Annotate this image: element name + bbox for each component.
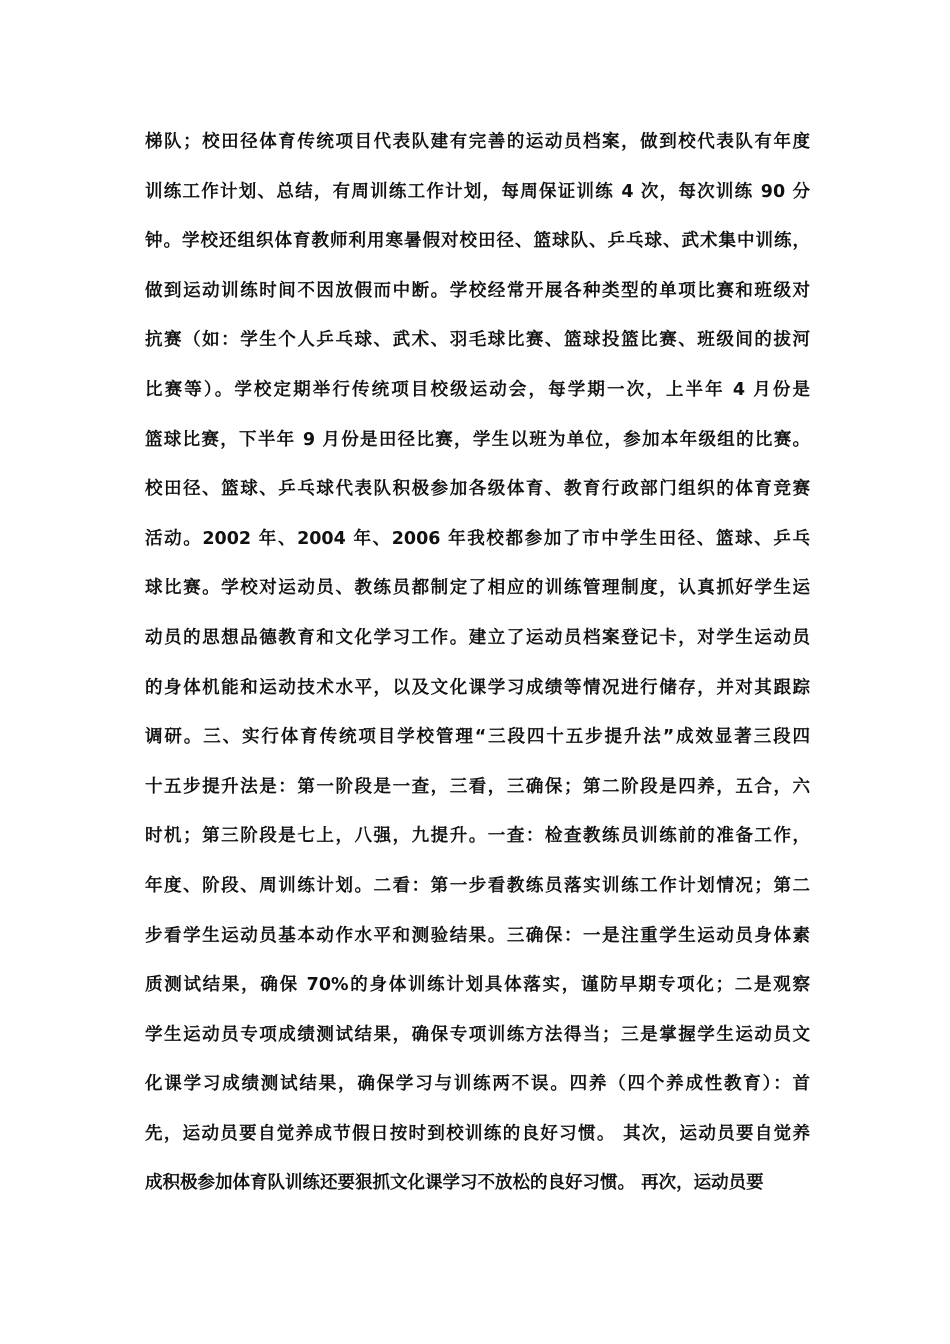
text-line: 校田径、篮球、乒乓球代表队积极参加各级体育、教育行政部门组织的体育竞赛 xyxy=(145,479,810,500)
text-line: 钟。学校还组织体育教师利用寒暑假对校田径、篮球队、乒乓球、武术集中训练， xyxy=(145,231,810,252)
text-line: 梯队；校田径体育传统项目代表队建有完善的运动员档案，做到校代表队有年度 xyxy=(145,132,810,152)
body-text xyxy=(145,118,810,1209)
text-line: 质测试结果，确保 70%的身体训练计划具体落实，谨防早期专项化；二是观察 xyxy=(145,975,810,996)
text-line: 时机；第三阶段是七上，八强，九提升。一查：检查教练员训练前的准备工作， xyxy=(145,826,810,847)
text-line: 学生运动员专项成绩测试结果，确保专项训练方法得当；三是掌握学生运动员文 xyxy=(145,1024,810,1045)
text-line: 比赛等）。学校定期举行传统项目校级运动会，每学期一次，上半年 4 月份是 xyxy=(145,379,810,400)
text-line: 活动。2002 年、2004 年、2006 年我校都参加了市中学生田径、篮球、乒乓 xyxy=(145,528,810,549)
text-line: 动员的思想品德教育和文化学习工作。建立了运动员档案登记卡，对学生运动员 xyxy=(145,627,810,648)
text-line: 十五步提升法是：第一阶段是一查，三看，三确保；第二阶段是四养，五合，六 xyxy=(145,776,810,797)
text-line: 调研。三、实行体育传统项目学校管理“三段四十五步提升法”成效显著三段四 xyxy=(145,727,810,748)
text-line: 步看学生运动员基本动作水平和测验结果。三确保：一是注重学生运动员身体素 xyxy=(145,925,810,946)
text-line: 抗赛（如：学生个人乒乓球、武术、羽毛球比赛、篮球投篮比赛、班级间的拔河 xyxy=(145,330,810,351)
text-line: 球比赛。学校对运动员、教练员都制定了相应的训练管理制度，认真抓好学生运 xyxy=(145,578,810,599)
text-line: 训练工作计划、总结，有周训练工作计划，每周保证训练 4 次，每次训练 90 分 xyxy=(145,181,810,202)
text-line: 成积极参加体育队训练还要狠抓文化课学习不放松的良好习惯。 再次，运动员要 xyxy=(145,1173,764,1194)
text-line: 化课学习成绩测试结果，确保学习与训练两不误。四养（四个养成性教育）：首 xyxy=(145,1074,810,1095)
text-line: 先，运动员要自觉养成节假日按时到校训练的良好习惯。 其次，运动员要自觉养 xyxy=(145,1123,810,1144)
text-line: 的身体机能和运动技术水平，以及文化课学习成绩等情况进行储存，并对其跟踪 xyxy=(145,677,810,698)
text-line: 年度、阶段、周训练计划。二看：第一步看教练员落实训练工作计划情况；第二 xyxy=(145,875,810,896)
text-line: 做到运动训练时间不因放假而中断。学校经常开展各种类型的单项比赛和班级对 xyxy=(145,280,810,301)
text-line: 篮球比赛，下半年 9 月份是田径比赛，学生以班为单位，参加本年级组的比赛。 xyxy=(145,429,810,450)
